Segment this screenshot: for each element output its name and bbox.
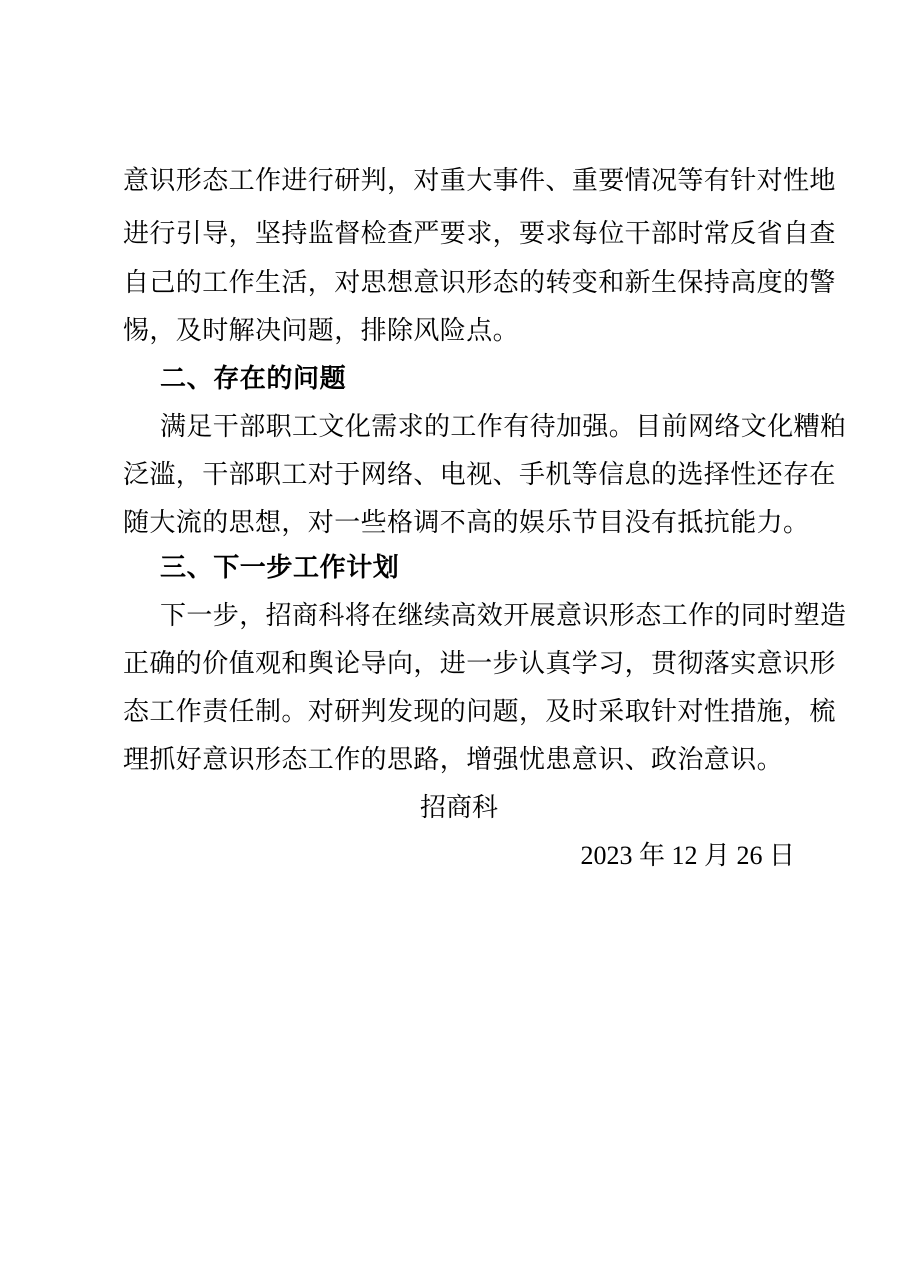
signature-date: 2023 年 12 月 26 日 — [580, 841, 795, 870]
paragraph1-line-4: 惕，及时解决问题，排除风险点。 — [123, 316, 520, 346]
section3-line-3: 态工作责任制。对研判发现的问题，及时采取针对性措施，梳 — [123, 697, 836, 727]
paragraph1-line-3: 自己的工作生活，对思想意识形态的转变和新生保持高度的警 — [123, 268, 836, 298]
paragraph1-line-2: 进行引导，坚持监督检查严要求，要求每位干部时常反省自查 — [123, 219, 836, 249]
section2-line-2: 泛滥，干部职工对于网络、电视、手机等信息的选择性还存在 — [123, 460, 836, 490]
section3-line-4: 理抓好意识形态工作的思路，增强忧患意识、政治意识。 — [123, 745, 784, 775]
section2-line-1: 满足干部职工文化需求的工作有待加强。目前网络文化糟粕 — [160, 412, 847, 442]
section3-line-1: 下一步，招商科将在继续高效开展意识形态工作的同时塑造 — [160, 601, 847, 631]
section2-line-3: 随大流的思想，对一些格调不高的娱乐节目没有抵抗能力。 — [123, 508, 810, 538]
signature-department: 招商科 — [420, 793, 499, 823]
section2-heading: 二、存在的问题 — [160, 364, 347, 394]
paragraph1-line-1: 意识形态工作进行研判，对重大事件、重要情况等有针对性地 — [123, 166, 836, 196]
section3-heading: 三、下一步工作计划 — [160, 553, 400, 583]
section3-line-2: 正确的价值观和舆论导向，进一步认真学习，贯彻落实意识形 — [123, 649, 836, 679]
